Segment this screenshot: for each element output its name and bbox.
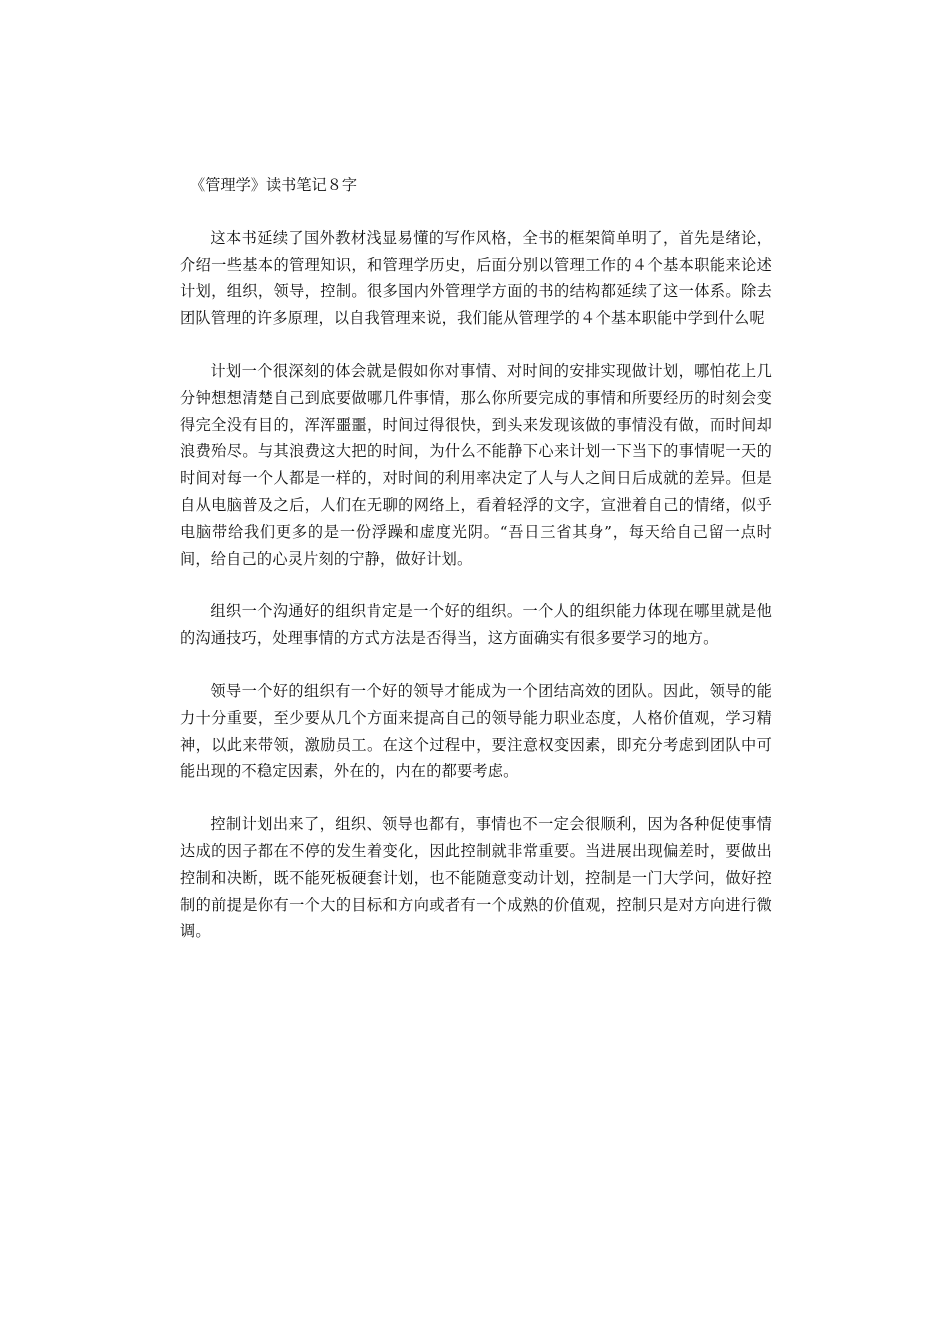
document-title: 《管理学》读书笔记８字 xyxy=(190,176,358,194)
paragraph-intro: 这本书延续了国外教材浅显易懂的写作风格，全书的框架简单明了，首先是绪论，介绍一些基本的管理知识，和管理学历史，后面分别以管理工作的４个基本职能来论述计划，组织，领导，控制。很多国内外管理学方面的书的结构都延续了这一体系。除去团队管理的许多原理，以自我管理来说，我们能从管理学的４个基本职能中学到什么呢 xyxy=(180,228,772,328)
paragraph-leading: 领导一个好的组织有一个好的领导才能成为一个团结高效的团队。因此，领导的能力十分重要，至少要从几个方面来提高自己的领导能力职业态度，人格价值观，学习精神，以此来带领，激励员工。在这个过程中，要注意权变因素，即充分考虑到团队中可能出现的不稳定因素，外在的，内在的都要考虑。 xyxy=(180,681,772,781)
document-body xyxy=(180,172,772,971)
paragraph-planning: 计划一个很深刻的体会就是假如你对事情、对时间的安排实现做计划，哪怕花上几分钟想想清楚自己到底要做哪几件事情，那么你所要完成的事情和所要经历的时刻会变得完全没有目的，浑浑噩噩，时间过得很快，到头来发现该做的事情没有做，而时间却浪费殆尽。与其浪费这大把的时间，为什么不能静下心来计划一下当下的事情呢一天的时间对每一个人都是一样的，对时间的利用率决定了人与人之间日后成就的差异。但是自从电脑普及之后，人们在无聊的网络上，看着轻浮的文字，宣泄着自己的情绪，似乎电脑带给我们更多的是一份浮躁和虚度光阴。“吾日三省其身”，每天给自己留一点时间，给自己的心灵片刻的宁静，做好计划。 xyxy=(180,361,772,568)
paragraph-organizing: 组织一个沟通好的组织肯定是一个好的组织。一个人的组织能力体现在哪里就是他的沟通技巧，处理事情的方式方法是否得当，这方面确实有很多要学习的地方。 xyxy=(180,602,772,648)
paragraph-controlling: 控制计划出来了，组织、领导也都有，事情也不一定会很顺利，因为各种促使事情达成的因子都在不停的发生着变化，因此控制就非常重要。当进展出现偏差时，要做出控制和决断，既不能死板硬套计划，也不能随意变动计划，控制是一门大学问，做好控制的前提是你有一个大的目标和方向或者有一个成熟的价值观，控制只是对方向进行微调。 xyxy=(180,815,772,941)
